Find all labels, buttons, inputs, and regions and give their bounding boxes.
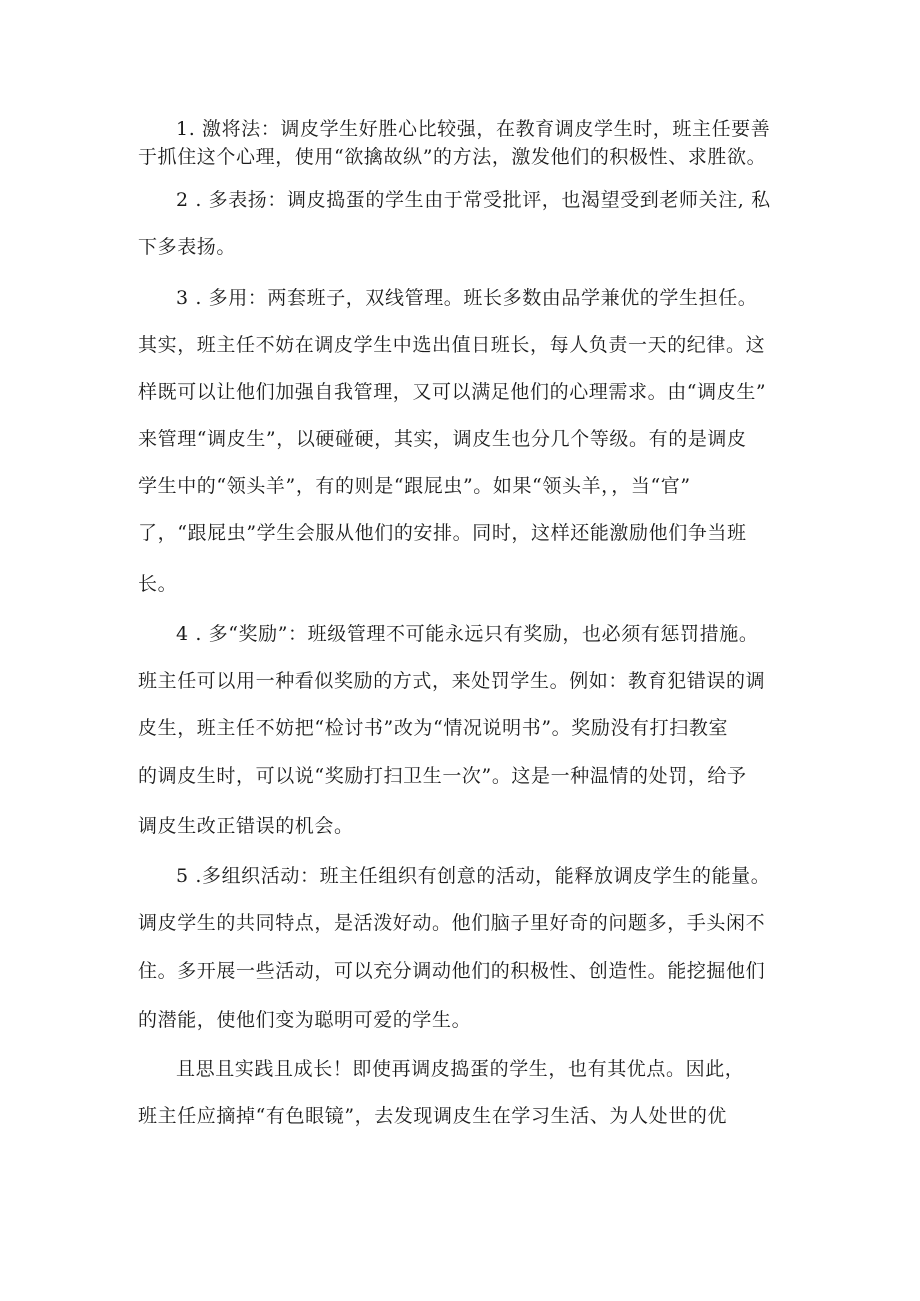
text-line: 4 . 多“奖励”：班级管理不可能永远只有奖励，也必须有惩罚措施。 [176, 623, 759, 645]
text-line: 班主任应摘掉“有色眼镜”，去发现调皮生在学习生活、为人处世的优 [138, 1105, 728, 1127]
text-line: 来管理“调皮生”，以硬碰硬，其实，调皮生也分几个等级。有的是调皮 [138, 428, 747, 450]
text-line: 1. 激将法：调皮学生好胜心比较强，在教育调皮学生时，班主任要善 [176, 118, 771, 140]
text-line: 的潜能，使他们变为聪明可爱的学生。 [138, 1009, 472, 1031]
text-line: 皮生，班主任不妨把“检讨书”改为“情况说明书”。奖励没有打扫教室 [138, 717, 729, 739]
text-line: 3 . 多用：两套班子，双线管理。班长多数由品学兼优的学生担任。 [176, 287, 758, 309]
text-line: 下多表扬。 [138, 236, 237, 258]
text-line: 长。 [138, 573, 178, 595]
text-line: 样既可以让他们加强自我管理，又可以满足他们的心理需求。由“调皮生” [138, 381, 767, 403]
text-line: 的调皮生时，可以说“奖励打扫卫生一次”。这是一种温情的处罚，给予 [138, 765, 747, 787]
text-line: 且思且实践且成长！即使再调皮捣蛋的学生，也有其优点。因此， [176, 1058, 745, 1080]
text-line: 2 . 多表扬：调皮捣蛋的学生由于常受批评，也渴望受到老师关注, 私 [176, 189, 771, 211]
text-line: 住。多开展一些活动，可以充分调动他们的积极性、创造性。能挖掘他们 [138, 960, 766, 982]
text-line: 5 .多组织活动：班主任组织有创意的活动，能释放调皮学生的能量。 [176, 865, 771, 887]
text-line: 班主任可以用一种看似奖励的方式，来处罚学生。例如：教育犯错误的调 [138, 670, 766, 692]
text-line: 学生中的“领头羊”，有的则是“跟屁虫”。如果“领头羊，，当“官” [138, 475, 691, 497]
text-line: 其实，班主任不妨在调皮学生中选出值日班长，每人负责一天的纪律。这 [138, 334, 766, 356]
text-line: 于抓住这个心理，使用“欲擒故纵”的方法，激发他们的积极性、求胜欲。 [138, 146, 767, 168]
text-line: 调皮生改正错误的机会。 [138, 815, 354, 837]
text-line: 了，“跟屁虫”学生会服从他们的安排。同时，这样还能激励他们争当班 [138, 522, 747, 544]
text-line: 调皮学生的共同特点，是活泼好动。他们脑子里好奇的问题多，手头闲不 [138, 912, 766, 934]
